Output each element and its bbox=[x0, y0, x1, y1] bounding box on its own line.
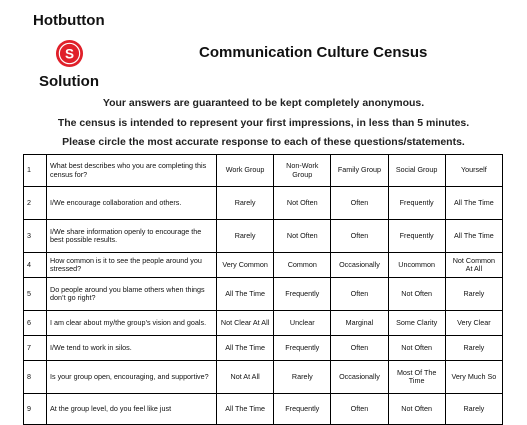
question-text: How common is it to see the people around you stressed? bbox=[47, 253, 217, 278]
response-option[interactable]: Work Group bbox=[217, 155, 274, 187]
response-option[interactable]: Rarely bbox=[217, 220, 274, 253]
response-option[interactable]: All The Time bbox=[217, 278, 274, 311]
response-option[interactable]: Common bbox=[274, 253, 331, 278]
response-option[interactable]: Frequently bbox=[388, 187, 445, 220]
question-number: 9 bbox=[24, 394, 47, 425]
response-option[interactable]: Often bbox=[331, 394, 388, 425]
response-option[interactable]: Rarely bbox=[445, 394, 502, 425]
intro-line-instructions: Please circle the most accurate response to each of these questions/statements. bbox=[62, 136, 465, 148]
question-number: 6 bbox=[24, 311, 47, 336]
response-option[interactable]: Rarely bbox=[445, 336, 502, 361]
table-row bbox=[24, 253, 503, 278]
response-option[interactable]: Often bbox=[331, 336, 388, 361]
response-option[interactable]: Most Of The Time bbox=[388, 361, 445, 394]
response-option[interactable]: Very Common bbox=[217, 253, 274, 278]
table-row bbox=[24, 278, 503, 311]
response-option[interactable]: Frequently bbox=[274, 336, 331, 361]
question-text: I/We tend to work in silos. bbox=[47, 336, 217, 361]
question-text: At the group level, do you feel like just bbox=[47, 394, 217, 425]
question-text: I/We encourage collaboration and others. bbox=[47, 187, 217, 220]
response-option[interactable]: Marginal bbox=[331, 311, 388, 336]
question-number: 8 bbox=[24, 361, 47, 394]
response-option[interactable]: Unclear bbox=[274, 311, 331, 336]
question-text: Do people around you blame others when things don’t go right? bbox=[47, 278, 217, 311]
response-option[interactable]: Not Often bbox=[388, 336, 445, 361]
table-row bbox=[24, 187, 503, 220]
question-number: 4 bbox=[24, 253, 47, 278]
logo-icon bbox=[55, 39, 84, 68]
response-option[interactable]: Non-Work Group bbox=[274, 155, 331, 187]
response-option[interactable]: Not Often bbox=[274, 187, 331, 220]
response-option[interactable]: All The Time bbox=[217, 394, 274, 425]
table-row bbox=[24, 394, 503, 425]
question-number: 3 bbox=[24, 220, 47, 253]
response-option[interactable]: Frequently bbox=[274, 278, 331, 311]
question-text: What best describes who you are completing this census for? bbox=[47, 155, 217, 187]
response-option[interactable]: Rarely bbox=[217, 187, 274, 220]
question-number: 2 bbox=[24, 187, 47, 220]
response-option[interactable]: Not Often bbox=[274, 220, 331, 253]
table-row bbox=[24, 361, 503, 394]
response-option[interactable]: Often bbox=[331, 278, 388, 311]
question-number: 7 bbox=[24, 336, 47, 361]
question-number: 1 bbox=[24, 155, 47, 187]
response-option[interactable]: Rarely bbox=[445, 278, 502, 311]
response-option[interactable]: Not Often bbox=[388, 278, 445, 311]
response-option[interactable]: Not Clear At All bbox=[217, 311, 274, 336]
response-option[interactable]: Often bbox=[331, 187, 388, 220]
intro-line-anonymous: Your answers are guaranteed to be kept completely anonymous. bbox=[102, 97, 425, 109]
table-row bbox=[24, 155, 503, 187]
response-option[interactable]: Frequently bbox=[274, 394, 331, 425]
table-row bbox=[24, 336, 503, 361]
page-title: Communication Culture Census bbox=[199, 44, 428, 61]
question-text: Is your group open, encouraging, and supportive? bbox=[47, 361, 217, 394]
intro-line-impressions: The census is intended to represent your first impressions, in less than 5 minutes. bbox=[57, 117, 470, 129]
response-option[interactable]: Often bbox=[331, 220, 388, 253]
response-option[interactable]: Very Much So bbox=[445, 361, 502, 394]
response-option[interactable]: All The Time bbox=[217, 336, 274, 361]
brand-name-top: Hotbutton bbox=[33, 12, 105, 29]
question-text: I/We share information openly to encourage the best possible results. bbox=[47, 220, 217, 253]
response-option[interactable]: Not Common At All bbox=[445, 253, 502, 278]
response-option[interactable]: Yourself bbox=[445, 155, 502, 187]
response-option[interactable]: All The Time bbox=[445, 220, 502, 253]
response-option[interactable]: Very Clear bbox=[445, 311, 502, 336]
question-number: 5 bbox=[24, 278, 47, 311]
response-option[interactable]: Rarely bbox=[274, 361, 331, 394]
table-row bbox=[24, 220, 503, 253]
response-option[interactable]: Frequently bbox=[388, 220, 445, 253]
response-option[interactable]: Family Group bbox=[331, 155, 388, 187]
response-option[interactable]: Some Clarity bbox=[388, 311, 445, 336]
table-row bbox=[24, 311, 503, 336]
response-option[interactable]: Uncommon bbox=[388, 253, 445, 278]
response-option[interactable]: All The Time bbox=[445, 187, 502, 220]
response-option[interactable]: Not At All bbox=[217, 361, 274, 394]
response-option[interactable]: Occasionally bbox=[331, 361, 388, 394]
svg-text:S: S bbox=[64, 46, 75, 62]
census-table bbox=[23, 154, 503, 425]
question-text: I am clear about my/the group’s vision and goals. bbox=[47, 311, 217, 336]
response-option[interactable]: Not Often bbox=[388, 394, 445, 425]
response-option[interactable]: Occasionally bbox=[331, 253, 388, 278]
response-option[interactable]: Social Group bbox=[388, 155, 445, 187]
brand-name-bottom: Solution bbox=[39, 73, 99, 90]
